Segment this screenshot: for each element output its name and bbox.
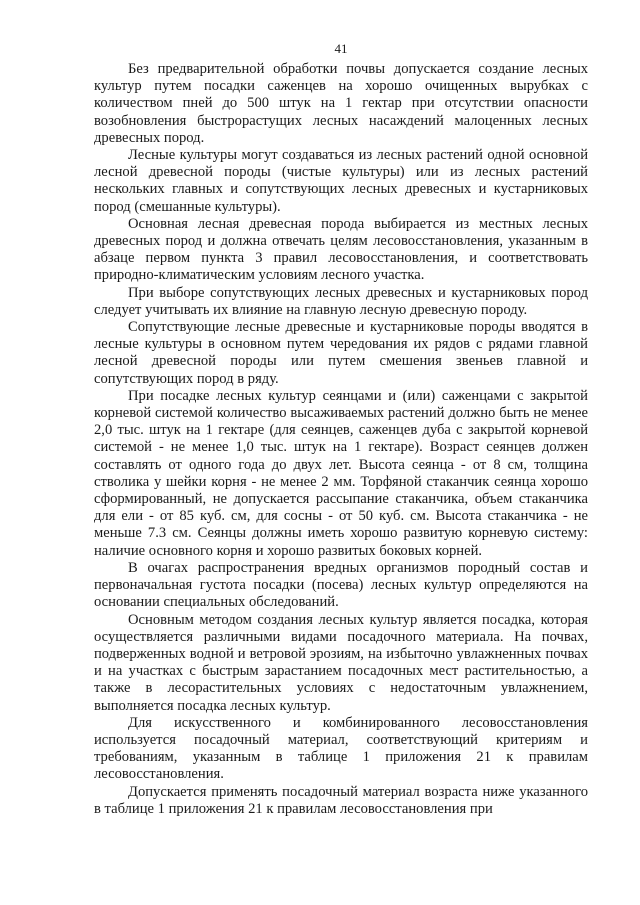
paragraph-1: Без предварительной обработки почвы допускается создание лесных культур путем посадки саженцев на хорошо очищенных вырубках с количеством пней до 500 штук на 1 гектар при отсутствии опасности возобновления быстрорастущих лесных насаждений малоценных лесных древесных пород. [94,61,588,146]
paragraph-6: При посадке лесных культур сеянцами и (или) саженцами с закрытой корневой системой количество высаживаемых растений должно быть не менее 2,0 тыс. штук на 1 гектаре (для сеянцев, саженцев дуба с закрытой корневой системой - не менее 1,0 тыс. штук на 1 гектаре). Возраст сеянцев должен составлять от одного года до двух лет. Высота сеянца - от 8 см, толщина стволика у шейки корня - не менее 2 мм. Торфяной стаканчик сеянца хорошо сформированный, не допускается рассыпание стаканчика, объем стаканчика для ели - от 85 куб. см, для сосны - от 50 куб. см. Высота стаканчика - не меньше 7.3 см. Сеянцы должны иметь хорошо развитую корневую систему: наличие основного корня и хорошо развитых боковых корней. [94,387,588,559]
paragraph-10: Допускается применять посадочный материал возраста ниже указанного в таблице 1 приложения 21 к правилам лесовосстановления при [94,783,588,817]
paragraph-3: Основная лесная древесная порода выбирается из местных лесных древесных пород и должна отвечать целям лесовосстановления, указанным в абзаце первом пункта 3 правил лесовосстановления, и соответствовать природно-климатическим условиям лесного участка. [94,215,588,284]
paragraph-9: Для искусственного и комбинированного лесовосстановления используется посадочный материал, соответствующий критериям и требованиям, указанным в таблице 1 приложения 21 к правилам лесовосстановления. [94,714,588,783]
paragraph-4: При выборе сопутствующих лесных древесных и кустарниковых пород следует учитывать их влияние на главную лесную древесную породу. [94,284,588,318]
document-page [94,40,588,818]
paragraph-5: Сопутствующие лесные древесные и кустарниковые породы вводятся в лесные культуры в основном путем чередования их рядов с рядами главной лесной древесной породы или путем смешения звеньев главной и сопутствующих пород в ряду. [94,319,588,387]
page-number: 41 [334,41,348,56]
paragraph-2: Лесные культуры могут создаваться из лесных растений одной основной лесной древесной породы (чистые культуры) или из лесных растений нескольких главных и сопутствующих лесных древесных и кустарниковых пород (смешанные культуры). [94,147,588,215]
paragraph-7: В очагах распространения вредных организмов породный состав и первоначальная густота посадки (посева) лесных культур определяются на основании специальных обследований. [94,559,588,611]
paragraph-8: Основным методом создания лесных культур является посадка, которая осуществляется различными видами посадочного материала. На почвах, подверженных водной и ветровой эрозиям, на избыточно увлажненных почвах и на участках с быстрым зарастанием посадочных мест растительностью, а также в лесорастительных условиях с недостаточным увлажнением, выполняется посадка лесных культур. [94,611,588,714]
